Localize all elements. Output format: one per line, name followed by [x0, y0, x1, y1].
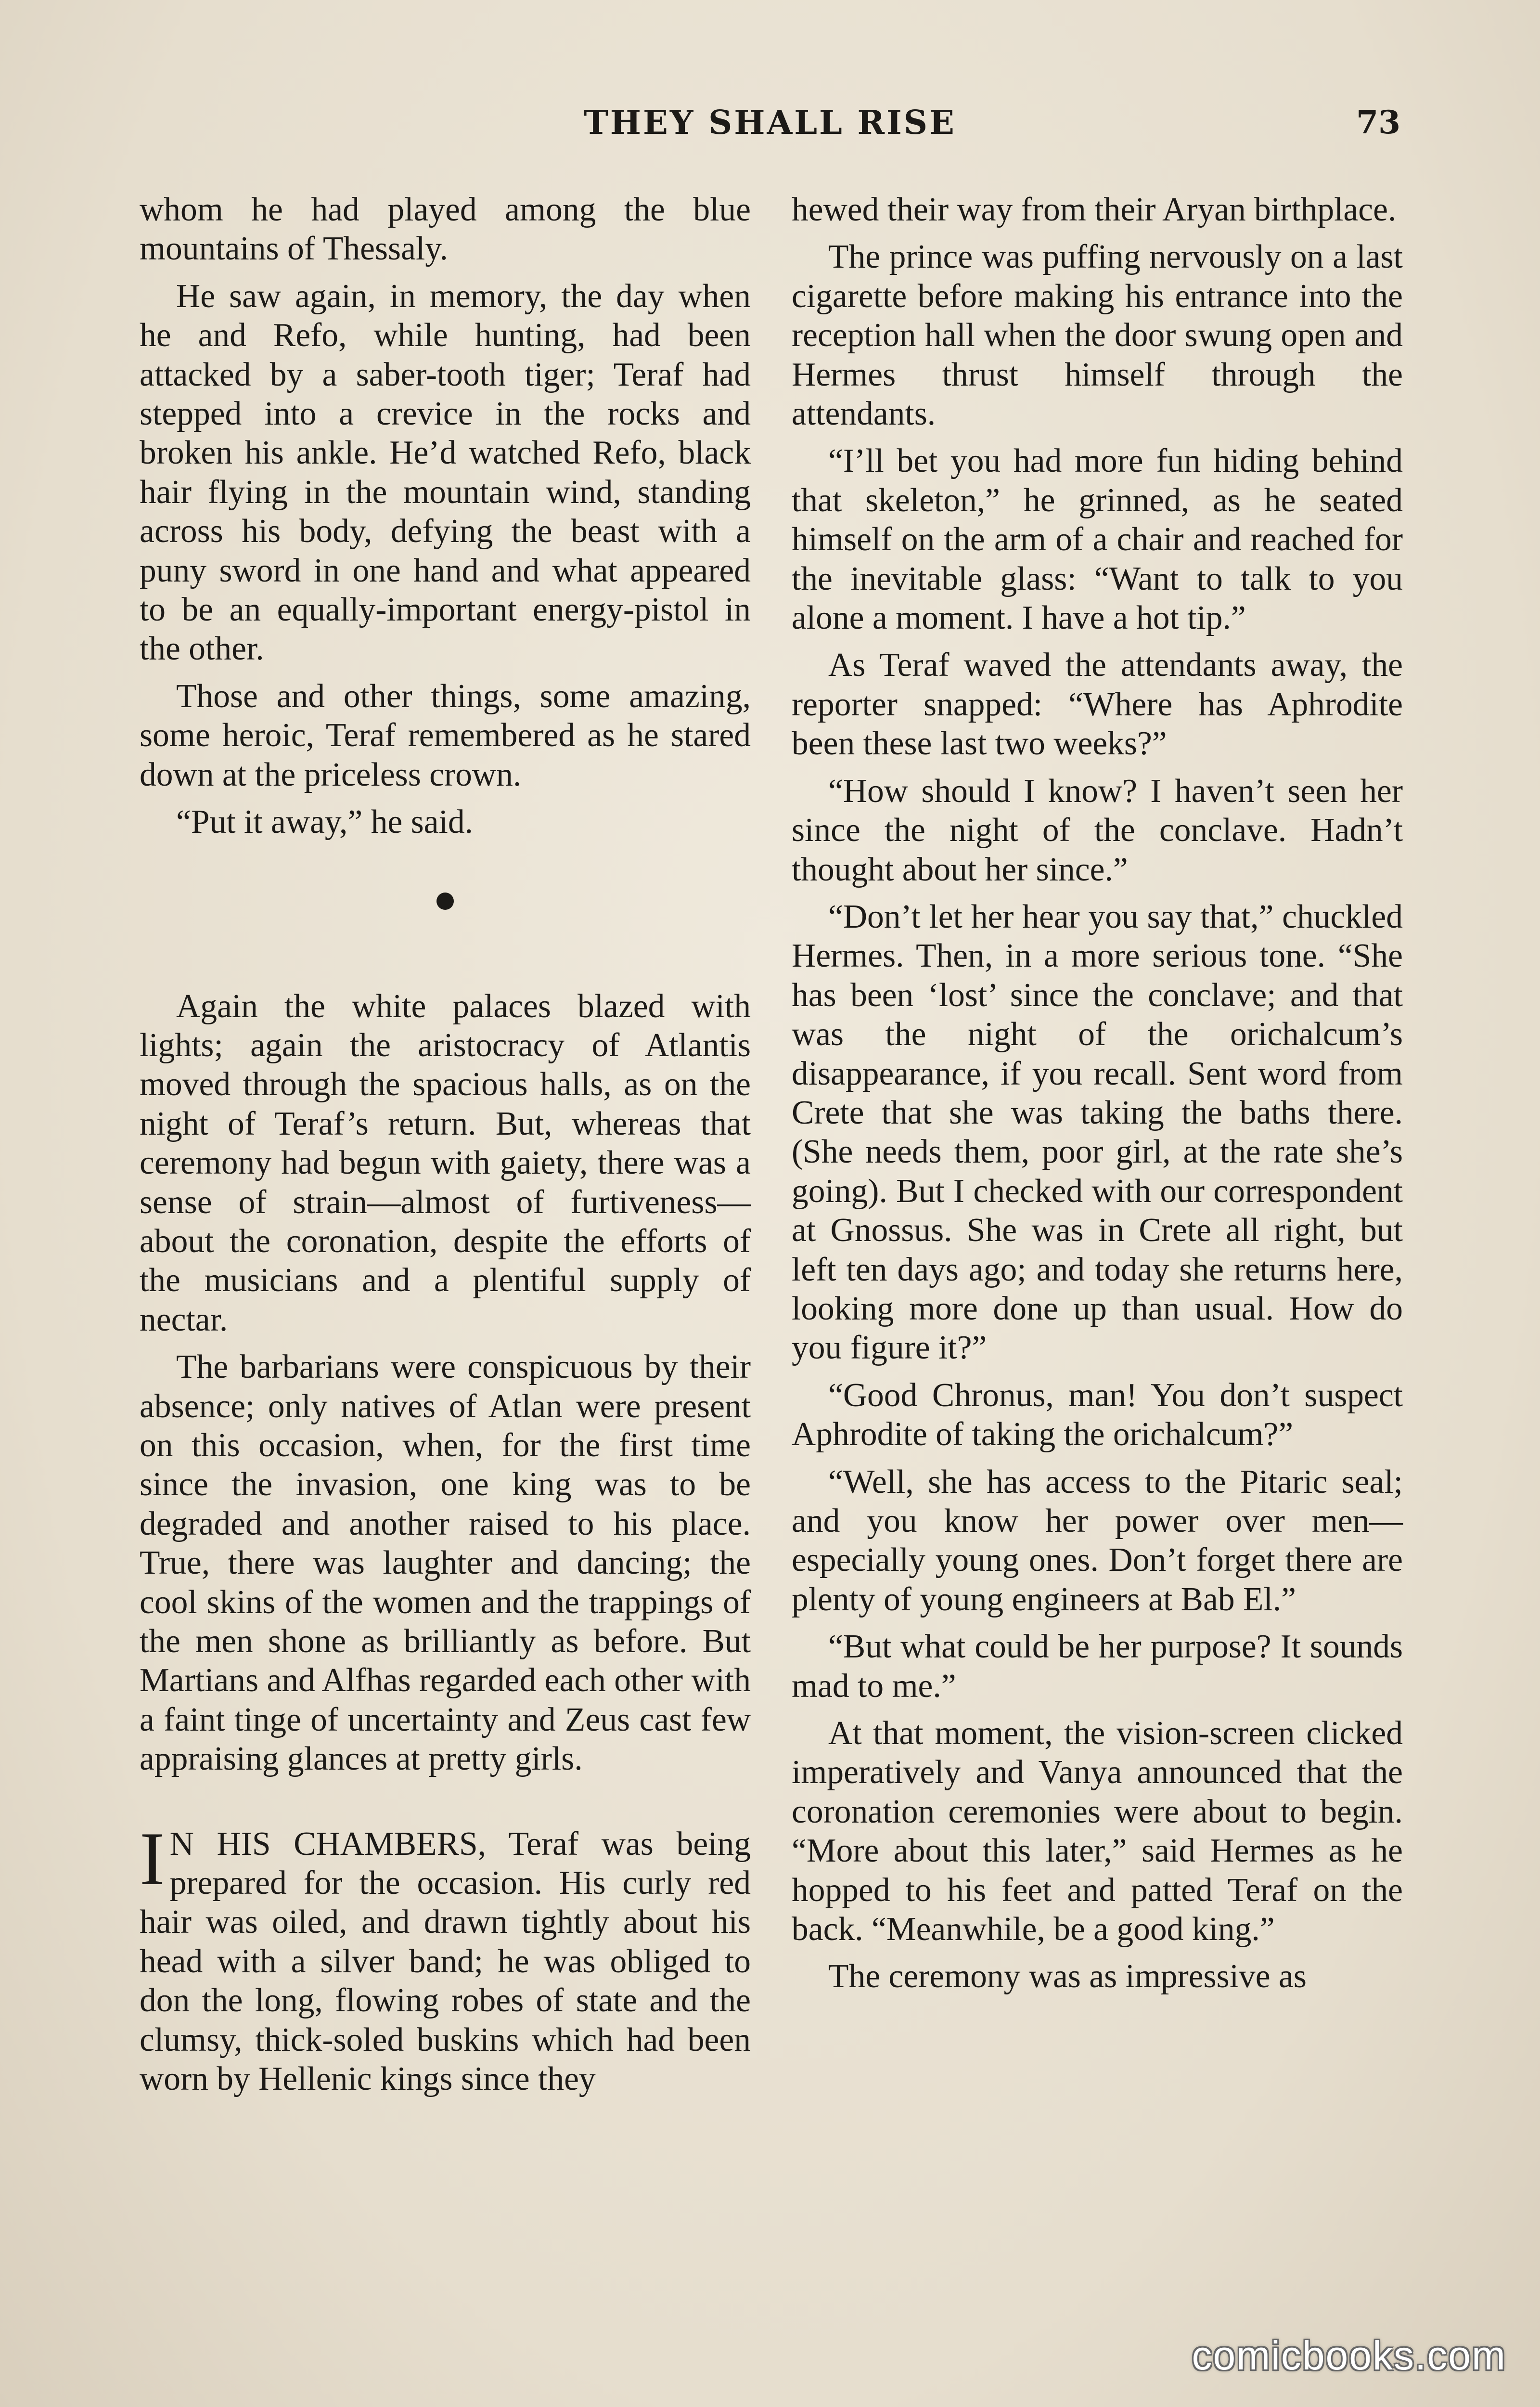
paragraph: “Well, she has access to the Pitaric seal; and you know her power over men—especially young ones. Don’t forget there are plenty of young engineers at Bab El.”	[792, 1463, 1403, 1618]
paragraph-text: N HIS CHAMBERS, Teraf was being prepared for the occasion. His curly red hair was oiled, and drawn tightly about his head with a silver band; he was obliged to don the long, flowing robes of state and the clumsy, thick-soled buskins which had been worn by Hellenic kings since they	[140, 1825, 751, 2098]
paragraph: “Put it away,” he said.	[176, 803, 473, 841]
paragraph: “I’ll bet you had more fun hiding behind that skeleton,” he grinned, as he seated himself on the arm of a chair and reached for the inevitable glass: “Want to talk to you alone a moment. I have a hot tip.”	[792, 442, 1403, 637]
left-column	[140, 190, 751, 2107]
paragraph: “But what could be her purpose? It sounds mad to me.”	[792, 1628, 1403, 1705]
paragraph: The ceremony was as impressive as	[828, 1958, 1307, 1995]
page-header	[140, 104, 1400, 156]
paragraph: At that moment, the vision-screen clicked imperatively and Vanya announced that the coronation ceremonies were about to begin. “More about this later,” said Hermes as he hopped to his feet and patted Teraf on the back. “Meanwhile, be a good king.”	[792, 1715, 1403, 1948]
paragraph: “How should I know? I haven’t seen her since the night of the conclave. Hadn’t thought about her since.”	[792, 772, 1403, 888]
watermark: comicbooks.com	[1192, 2333, 1506, 2378]
paragraph: He saw again, in memory, the day when he and Refo, while hunting, had been attacked by a saber-tooth tiger; Teraf had stepped into a crevice in the rocks and broken his ankle. He’d watched Refo, black hair flying in the mountain wind, standing across his body, defying the beast with a puny sword in one hand and what appeared to be an equally-important energy-pistol in the other.	[140, 277, 751, 668]
paragraph: The barbarians were conspicuous by their absence; only natives of Atlan were present on this occasion, when, for the first time since the invasion, one king was to be degraded and another raised to his place. True, there was laughter and dancing; the cool skins of the women and the trappings of the men shone as brilliantly as before. But Martians and Alfhas regarded each other with a faint tinge of uncertainty and Zeus cast few appraising glances at pretty girls.	[140, 1348, 751, 1778]
paragraph-with-drop-cap	[140, 1816, 751, 2099]
drop-cap: I	[140, 1816, 165, 1901]
paragraph: The prince was puffing nervously on a last cigarette before making his entrance into the reception hall when the door swung open and Hermes thrust himself through the attendants.	[792, 238, 1403, 433]
paragraph: “Good Chronus, man! You don’t suspect Aphrodite of taking the orichalcum?”	[792, 1376, 1403, 1453]
running-title: THEY SHALL RISE	[584, 104, 956, 142]
paragraph: “Don’t let her hear you say that,” chuckled Hermes. Then, in a more serious tone. “She has been ‘lost’ since the conclave; and that was the night of the orichalcum’s disappearance, if you recall. Sent word from Crete that she was taking the baths there. (She needs them, poor girl, at the rate she’s going). But I checked with our correspondent at Gnossus. She was in Crete all right, but left ten days ago; and today she returns here, looking more done up than usual. How do you figure it?”	[792, 898, 1403, 1367]
paragraph: hewed their way from their Aryan birthplace.	[792, 191, 1397, 228]
paragraph: whom he had played among the blue mountains of Thessaly.	[140, 191, 751, 268]
page-number: 73	[1356, 104, 1400, 141]
paragraph: Again the white palaces blazed with lights; again the aristocracy of Atlantis moved through the spacious halls, as on the night of Teraf’s return. But, whereas that ceremony had begun with gaiety, there was a sense of strain—almost of furtiveness—about the coronation, despite the efforts of the musicians and a plentiful supply of nectar.	[140, 987, 751, 1338]
section-break-dot	[436, 893, 454, 910]
right-column	[792, 190, 1403, 2005]
paragraph: Those and other things, some amazing, some heroic, Teraf remembered as he stared down at the priceless crown.	[140, 677, 751, 793]
paragraph: As Teraf waved the attendants away, the reporter snapped: “Where has Aphrodite been these last two weeks?”	[792, 647, 1403, 763]
